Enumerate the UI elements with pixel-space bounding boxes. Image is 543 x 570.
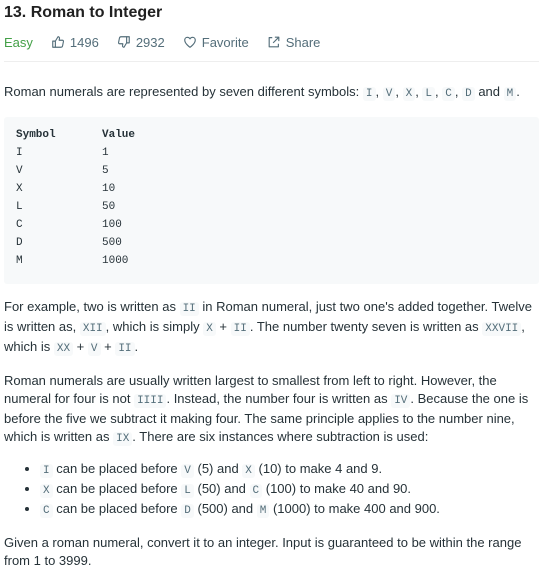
inline-code: V	[88, 342, 101, 356]
text-segment: can be placed before	[52, 481, 182, 496]
thumbs-up-icon	[51, 35, 65, 49]
text-segment: and	[474, 84, 504, 99]
share-label: Share	[285, 34, 321, 50]
favorite-label: Favorite	[201, 34, 249, 50]
table-row	[16, 198, 527, 216]
dislike-button[interactable]	[117, 35, 165, 50]
text-segment: ,	[435, 84, 443, 99]
inline-code: II	[115, 342, 134, 356]
inline-code: L	[422, 87, 435, 101]
text-segment: (1000) to make 400 and 900.	[269, 501, 440, 516]
like-count: 1496	[69, 34, 99, 50]
list-item	[40, 460, 539, 480]
text-segment: .	[134, 339, 139, 354]
text-segment: . The number twenty seven is written as	[249, 319, 483, 334]
symbol-value-table	[4, 117, 539, 284]
inline-code: V	[383, 87, 396, 101]
problem-title: 13. Roman to Integer	[4, 4, 163, 21]
inline-code: IX	[113, 432, 132, 446]
inline-code: XXVII	[482, 322, 521, 336]
inline-code: X	[403, 87, 416, 101]
table-row	[16, 216, 527, 234]
table-row	[16, 162, 527, 180]
inline-code: L	[181, 484, 194, 498]
inline-code: I	[363, 87, 376, 101]
text-segment: ,	[454, 84, 463, 99]
subtraction-rules-list	[4, 460, 539, 520]
header-divider	[4, 61, 539, 62]
inline-code: II	[180, 302, 199, 316]
inline-code: C	[250, 484, 263, 498]
text-segment: +	[215, 319, 231, 334]
table-row	[16, 252, 527, 270]
text-segment: V	[16, 165, 23, 177]
text-segment: 1	[102, 147, 109, 159]
dislike-count: 2932	[135, 34, 165, 50]
like-button[interactable]	[51, 35, 99, 50]
text-segment: I	[16, 147, 23, 159]
text-segment: can be placed before	[52, 501, 182, 516]
text-segment: (500) and	[193, 501, 257, 516]
text-segment: 500	[102, 237, 122, 249]
text-segment: 1000	[102, 255, 129, 267]
heart-icon	[183, 35, 197, 49]
text-segment: Roman numerals are usually written largest to smallest from left to right. However, the numeral for four is not	[4, 373, 497, 406]
inline-code: II	[231, 322, 250, 336]
text-segment: . Because the one is before the five we subtract it making four. The same principle applies to the number nine, which is written as	[4, 391, 529, 444]
subtraction-paragraph	[4, 372, 539, 448]
text-segment: . There are six instances where subtraction is used:	[132, 429, 429, 444]
inline-code: M	[257, 504, 270, 518]
text-segment: For example, two is written as	[4, 299, 180, 314]
inline-code: X	[40, 484, 53, 498]
table-row	[16, 234, 527, 252]
favorite-button[interactable]	[183, 35, 249, 50]
inline-code: IIII	[134, 394, 166, 408]
inline-code: I	[40, 464, 53, 478]
list-item	[40, 500, 539, 520]
text-segment: 5	[102, 165, 109, 177]
inline-code: C	[40, 504, 53, 518]
text-segment: .	[516, 84, 520, 99]
difficulty-badge: Easy	[4, 34, 33, 50]
task-paragraph: Given a roman numeral, convert it to an integer. Input is guaranteed to be within the range from 1 to 3999.	[4, 535, 522, 568]
inline-code: V	[181, 464, 194, 478]
text-segment: C	[16, 219, 23, 231]
table-header-symbol: Symbol	[16, 129, 56, 141]
text-segment: D	[16, 237, 23, 249]
table-header-value: Value	[102, 129, 136, 141]
text-segment: (50) and	[193, 481, 250, 496]
text-segment: Roman numerals are represented by seven different symbols:	[4, 84, 363, 99]
share-button[interactable]	[267, 35, 321, 50]
inline-code: X	[203, 322, 216, 336]
inline-code: M	[504, 87, 517, 101]
text-segment: (5) and	[193, 461, 243, 476]
text-segment: X	[16, 183, 23, 195]
problem-meta-bar	[4, 29, 539, 55]
inline-code: X	[242, 464, 255, 478]
text-segment: , which is simply	[105, 319, 204, 334]
text-segment: , which is	[4, 319, 525, 354]
table-row	[16, 144, 527, 162]
inline-code: D	[462, 87, 475, 101]
inline-code: XX	[54, 342, 73, 356]
text-segment: can be placed before	[52, 461, 182, 476]
text-segment: (10) to make 4 and 9.	[254, 461, 383, 476]
text-segment: ,	[395, 84, 403, 99]
text-segment: ,	[415, 84, 423, 99]
text-segment: +	[73, 339, 88, 354]
share-icon	[267, 35, 281, 49]
inline-code: C	[442, 87, 455, 101]
intro-paragraph	[4, 83, 539, 103]
text-segment: ,	[375, 84, 383, 99]
table-row	[16, 180, 527, 198]
example-paragraph	[4, 298, 539, 358]
text-segment: 100	[102, 219, 122, 231]
text-segment: 10	[102, 183, 116, 195]
text-segment: L	[16, 201, 23, 213]
text-segment: M	[16, 255, 23, 267]
text-segment: +	[100, 339, 116, 354]
inline-code: D	[181, 504, 194, 518]
text-segment: (100) to make 40 and 90.	[262, 481, 412, 496]
inline-code: IV	[391, 394, 410, 408]
list-item	[40, 480, 539, 500]
thumbs-down-icon	[117, 35, 131, 49]
text-segment: . Instead, the number four is written as	[166, 391, 392, 406]
table-header-row	[16, 126, 527, 144]
inline-code: XII	[80, 322, 106, 336]
text-segment: 50	[102, 201, 116, 213]
text-segment: in Roman numeral, just two one's added together. Twelve is written as,	[4, 299, 532, 334]
